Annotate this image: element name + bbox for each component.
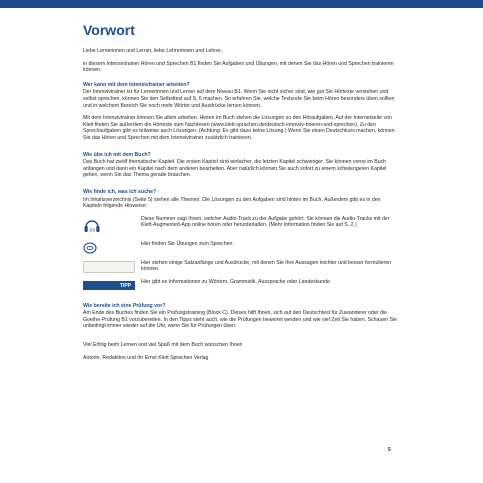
speaking-icon [83,242,97,254]
legend-row-audio [83,216,399,236]
legend-list [83,216,399,293]
legend-row-tipp [83,279,399,293]
section-heading-find: Wie finde ich, was ich suche? [83,188,157,195]
page-title: Vorwort [83,22,135,38]
legend-text-audio: Diese Nummer sagt Ihnen, welcher Audio-Track zu der Aufgabe gehört. Sie können die Audio-Tracks mit der Klett-Augmented-App online hören oder herunterladen. (Mehr Information finden Sie auf S. 2.) [141,215,390,229]
section-who-paragraph-1: Der Intensivtrainer ist für Lernerinnen und Lerner auf dem Niveau B1. Wenn Sie nicht sicher sind, wie gut Sie Hörtexte verstehen und selbst sprechen, können Sie den Selbsttest auf S. 6 machen. So erfahren Sie, welche Textsorte Sie beim Hören besonders üben sollten und in welchem Bereich Sie noch mehr Wörter und Ausdrücke lernen können. [83,89,395,109]
legend-text-phrases: Hier stehen einige Satzanfänge und Ausdrücke, mit denen Sie Ihre Aussagen leichter und besser formulieren können. [141,259,392,273]
audio-track-icon [83,218,101,234]
section-heading-exam: Wie bereite ich eine Prüfung vor? [83,302,166,309]
audio-track-number: 3/6 [89,227,95,233]
closing-line: Viel Erfolg beim Lernen und viel Spaß mit dem Buch wünschen Ihnen [83,342,243,349]
page-number: 5 [388,447,391,453]
greeting: Liebe Lernerinnen und Lerner, liebe Lehrerinnen und Lehrer, [83,48,222,54]
tipp-label: TIPP [83,281,135,290]
pen-box-icon [83,261,135,273]
section-heading-how: Wie übe ich mit dem Buch? [83,151,151,158]
section-find-paragraph: Im Inhaltsverzeichnis (Seite 5) stehen alle Themen. Die Lösungen zu den Aufgaben sind hinten im Buch. Außerdem gibt es in den Kapiteln folgende Hinweise: [83,196,381,210]
legend-text-tipp: Hier gibt es Informationen zu Wörtern, Grammatik, Aussprache oder Landeskunde. [141,278,332,285]
signature: Autorin, Redaktion und Ihr Ernst Klett Sprachen Verlag [83,354,209,361]
section-heading-who: Wer kann mit dem Intensivtrainer arbeiten? [83,81,190,88]
section-who-paragraph-2: Mit dem Intensivtrainer können Sie allein arbeiten. Hinten im Buch stehen die Lösungen zu den Höraufgaben. Auf der Internetseite von Klett finden Sie außerdem die Hörtexte zum Nachlesen (www.klett-sprachen.de/deutsch-intensiv-hoeren-und-sprechen). Zu den Sprechaufgaben gibt es teilweise auch Lösungen. (Achtung: Es gibt dazu keine Lösung.) Wenn Sie einen Deutschkurs machen, können Sie das Hören und Sprechen mit dem Intensivtrainer zusätzlich trainieren. [83,115,395,141]
legend-text-speaking: Hier finden Sie Übungen zum Sprechen. [141,240,234,247]
intro-paragraph: in diesem Intensivtrainer Hören und Sprechen B1 finden Sie Aufgaben und Übungen, mit denen Sie das Hören und Sprechen trainieren können. [83,60,394,74]
page-content [83,22,399,367]
legend-row-speaking [83,241,399,255]
top-color-bar [0,0,483,8]
section-exam-paragraph: Am Ende des Buches finden Sie ein Prüfungstraining (Block C). Dieses hilft Ihnen, sich auf den Deutschtest für Zuwanderer oder die Goethe-Prüfung B1 vorzubereiten. In den Tipps steht auch, wie die Prüfungen bewertet werden und wie viel Zeit Sie haben. Schauen Sie unbedingt immer wieder auf die Uhr, wenn Sie für Prüfungen üben. [83,310,398,330]
section-how-paragraph: Das Buch hat zwölf thematische Kapitel. Die ersten Kapitel sind einfacher, die letzten Kapitel schwieriger. Sie können vorne im Buch anfangen und dann ein Kapitel nach dem anderen bearbeiten. Aber natürlich können Sie auch sofort zu einem schwierigeren Kapitel gehen, wenn Sie das Thema gerade brauchen. [83,159,387,179]
legend-row-phrases [83,260,399,274]
